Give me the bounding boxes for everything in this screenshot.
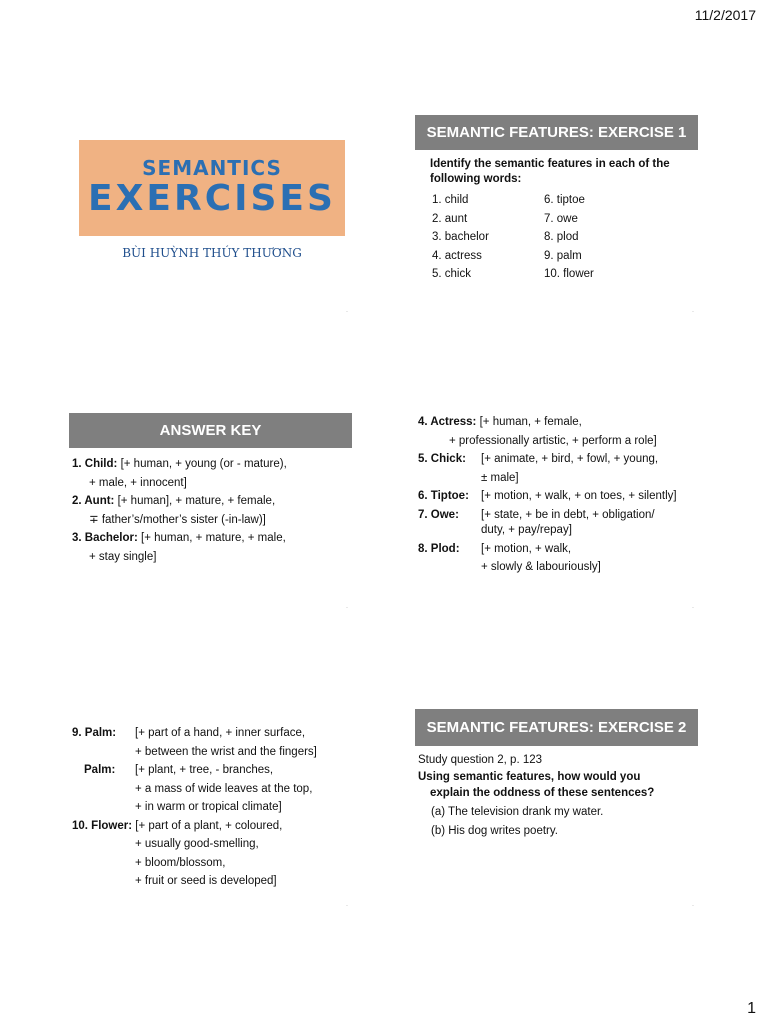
answer-line [418, 469, 677, 488]
exercise2-study: Study question 2, p. 123 [418, 754, 543, 766]
answer-line [72, 511, 287, 530]
answer-line [72, 780, 317, 799]
list-item: 4. actress [432, 249, 482, 262]
answer-text: + male, + innocent] [89, 476, 187, 489]
answer-line [72, 724, 317, 743]
answer-line [72, 817, 317, 836]
page-date: 11/2/2017 [694, 7, 756, 23]
answer-text: ∓ father’s/mother’s sister (-in-law)] [89, 513, 266, 526]
list-item: 5. chick [432, 268, 471, 280]
answer-line [72, 761, 317, 780]
answer-text: + in warm or tropical climate] [135, 801, 282, 813]
answer-text: [+ part of a plant, + coloured, [132, 819, 283, 832]
answer-text: + usually good-smelling, [135, 838, 259, 850]
instruction-line: Identify the semantic features in each of the [430, 158, 670, 170]
exercise2-sentences [431, 803, 603, 840]
list-item: 3. bachelor [432, 231, 489, 243]
exercise1-header: SEMANTIC FEATURES: EXERCISE 1 [415, 115, 698, 150]
answer-label: Palm: [84, 764, 116, 776]
answer-line [72, 854, 317, 873]
answer-line [418, 523, 677, 540]
answer-text: [+ human], + mature, + female, [114, 495, 276, 507]
answer-label: 9. Palm: [72, 727, 117, 739]
sentence-item: (b) His dog writes poetry. [431, 824, 558, 837]
sentence-item: (a) The television drank my water. [431, 806, 604, 818]
answer-text: + between the wrist and the fingers] [135, 745, 317, 758]
answers-4-8 [418, 413, 677, 577]
answer-line [418, 540, 677, 559]
answer-line [72, 835, 317, 854]
slide-tick: · [346, 605, 348, 611]
answer-text: + bloom/blossom, [135, 856, 226, 869]
answer-line [72, 743, 317, 762]
answer-line [72, 455, 287, 474]
answer-text: duty, + pay/repay] [481, 523, 572, 536]
list-item: 10. flower [544, 268, 594, 280]
answer-label: 10. Flower: [72, 819, 133, 832]
title-banner [79, 140, 345, 236]
list-item: 9. palm [544, 249, 582, 262]
answer-line [418, 432, 677, 451]
answer-label: 1. Child: [72, 458, 118, 470]
slide-tick: · [692, 605, 694, 611]
exercise2-header: SEMANTIC FEATURES: EXERCISE 2 [415, 709, 698, 746]
list-item: 6. tiptoe [544, 194, 585, 206]
answer-text: + slowly & labouriously] [481, 561, 601, 573]
answer-line [418, 506, 677, 523]
answer-text: [+ motion, + walk, [481, 542, 572, 555]
answer-text: + professionally artistic, + perform a role] [449, 434, 657, 447]
answer-line [72, 548, 287, 567]
title-big: EXERCISES [88, 178, 336, 219]
answer-text: [+ animate, + bird, + fowl, + young, [481, 453, 659, 465]
answer-key-list [72, 455, 287, 566]
slide-tick: · [692, 309, 694, 315]
answer-line [418, 558, 677, 577]
answer-text: [+ plant, + tree, - branches, [135, 764, 274, 776]
answer-line [72, 529, 287, 548]
list-item: 7. owe [544, 212, 578, 225]
answer-label: 6. Tiptoe: [418, 490, 469, 502]
author-name: BÙI HUỲNH THÚY THƯƠNG [122, 246, 302, 260]
answer-text: + fruit or seed is developed] [135, 875, 277, 887]
list-item: 2. aunt [432, 212, 468, 225]
answer-text: [+ human, + female, [476, 416, 582, 428]
word-list-right [544, 191, 594, 284]
slide-tick: · [692, 903, 694, 909]
answer-label: 7. Owe: [418, 508, 459, 521]
answers-9-10 [72, 724, 317, 891]
page-number: 1 [747, 1000, 756, 1017]
answer-label: 4. Actress: [418, 416, 477, 428]
slide-tick: · [346, 309, 348, 315]
instruction-line: following words: [430, 173, 522, 185]
exercise1-instruction [430, 157, 670, 187]
answer-text: + a mass of wide leaves at the top, [135, 782, 313, 795]
title-small: SEMANTICS [142, 156, 282, 180]
answer-line [72, 798, 317, 817]
answer-text: [+ state, + be in debt, + obligation/ [481, 508, 655, 521]
question-line: explain the oddness of these sentences? [430, 787, 655, 799]
answer-line [72, 492, 287, 511]
answer-text: ± male] [481, 471, 519, 484]
answer-label: 5. Chick: [418, 453, 466, 465]
answer-text: [+ human, + young (or - mature), [117, 458, 287, 470]
answer-line [418, 450, 677, 469]
list-item: 8. plod [544, 231, 579, 243]
slide-tick: · [346, 903, 348, 909]
answer-key-header: ANSWER KEY [69, 413, 352, 448]
word-list-left [432, 191, 489, 284]
answer-text: [+ human, + mature, + male, [137, 532, 286, 544]
question-line: Using semantic features, how would you [418, 771, 641, 783]
answer-label: 2. Aunt: [72, 495, 115, 507]
answer-line [418, 413, 677, 432]
answer-line [418, 487, 677, 506]
list-item: 1. child [432, 194, 469, 206]
answer-text: [+ part of a hand, + inner surface, [135, 727, 306, 739]
answer-text: + stay single] [89, 550, 157, 563]
answer-line [72, 474, 287, 493]
exercise2-question [418, 769, 654, 801]
answer-label: 8. Plod: [418, 542, 460, 555]
answer-line [72, 872, 317, 891]
answer-text: [+ motion, + walk, + on toes, + silently] [481, 490, 677, 502]
answer-label: 3. Bachelor: [72, 532, 138, 544]
